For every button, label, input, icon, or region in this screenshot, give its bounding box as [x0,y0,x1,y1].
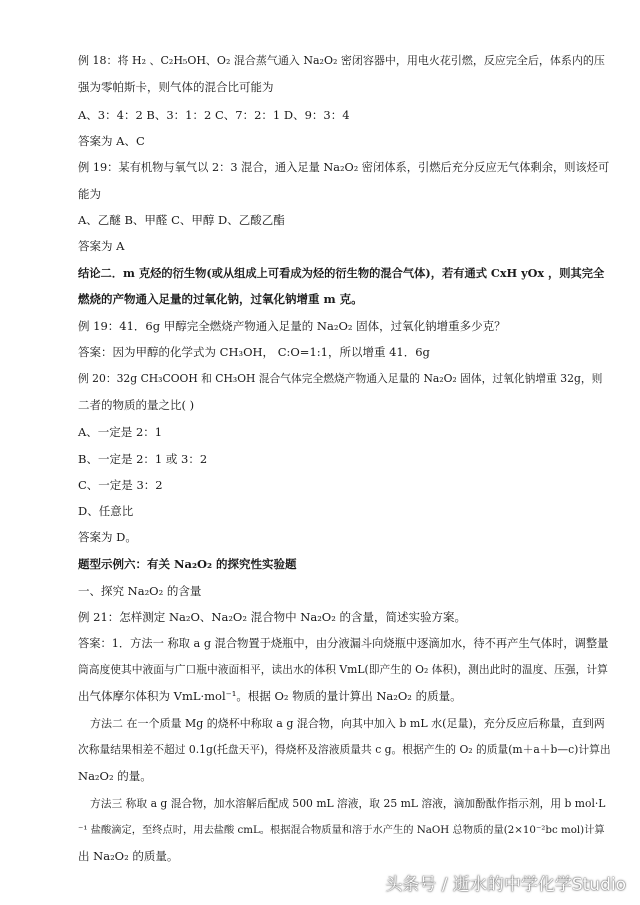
ex21-question: 例 21：怎样测定 Na₂O、Na₂O₂ 混合物中 Na₂O₂ 的含量，简述实验方案。 [78,610,466,624]
ex20-option-b: B、一定是 2：1 或 3：2 [78,452,208,466]
ex20-line-2: 二者的物质的量之比( ) [78,398,195,412]
watermark: 头条号 / 逝水的中学化学Studio [385,875,626,895]
method3-line-1: 方法三 称取 a g 混合物，加水溶解后配成 500 mL 溶液，取 25 mL 溶液，滴加酚酞作指示剂，用 b mol·L [90,797,606,810]
ex18-line-1: 例 18：将 H₂ 、C₂H₅OH、O₂ 混合蒸气通入 Na₂O₂ 密闭容器中，用电火花引燃，反应完全后，体系内的压 [78,54,605,67]
method1-line-1: 答案：1．方法一 称取 a g 混合物置于烧瓶中，由分液漏斗向烧瓶中逐滴加水，待不再产生气体时，调整量 [78,637,609,650]
method1-line-3: 出气体摩尔体积为 VmL·mol⁻¹。根据 O₂ 物质的量计算出 Na₂O₂ 的质量。 [78,689,462,703]
ex20-option-c: C、一定是 3：2 [78,478,163,492]
method3-line-3: 出 Na₂O₂ 的质量。 [78,849,179,863]
ex18-answer: 答案为 A、C [78,134,145,148]
ex19b-answer: 答案：因为甲醇的化学式为 CH₃OH， C:O=1:1，所以增重 41．6g [78,345,430,359]
ex20-option-a: A、一定是 2：1 [78,425,163,439]
ex20-line-1: 例 20：32g CH₃COOH 和 CH₃OH 混合气体完全燃烧产物通入足量的 Na₂O₂ 固体，过氧化钠增重 32g，则 [78,372,603,385]
conclusion-line-2: 燃烧的产物通入足量的过氧化钠，过氧化钠增重 m 克。 [78,292,363,306]
method2-line-3: Na₂O₂ 的量。 [78,769,152,783]
ex19-line-2: 能为 [78,187,101,201]
method3-line-2: ⁻¹ 盐酸滴定，至终点时，用去盐酸 cmL。根据混合物质量和溶于水产生的 NaOH 总物质的量(2×10⁻²bc mol)计算 [78,824,605,836]
ex18-line-2: 强为零帕斯卡，则气体的混合比可能为 [78,80,274,94]
ex19-line-1: 例 19：某有机物与氧气以 2：3 混合，通入足量 Na₂O₂ 密闭体系，引燃后充分反应无气体剩余，则该烃可 [78,161,610,174]
ex20-answer: 答案为 D。 [78,530,137,544]
ex19-options: A、乙醚 B、甲醛 C、甲醇 D、乙酸乙酯 [78,213,285,227]
subsection-heading: 一、探究 Na₂O₂ 的含量 [78,584,202,598]
ex19b-question: 例 19：41．6g 甲醇完全燃烧产物通入足量的 Na₂O₂ 固体，过氧化钠增重多少克？ [78,319,506,333]
ex18-options: A、3：4：2 B、3：1：2 C、7：2：1 D、9：3：4 [78,108,350,122]
ex19-answer: 答案为 A [78,239,125,253]
method1-line-2: 筒高度使其中液面与广口瓶中液面相平，读出水的体积 VmL(即产生的 O₂ 体积)，测出此时的温度、压强，计算 [78,663,608,676]
method2-line-1: 方法二 在一个质量 Mg 的烧杯中称取 a g 混合物，向其中加入 b mL 水(足量)，充分反应后称量，直到两 [90,717,605,730]
conclusion-line-1: 结论二．m 克烃的衍生物(或从组成上可看成为烃的衍生物的混合气体)，若有通式 CxH yOx ，则其完全 [78,266,605,280]
section-heading: 题型示例六：有关 Na₂O₂ 的探究性实验题 [78,557,297,571]
method2-line-2: 次称量结果相差不超过 0.1g(托盘天平)，得烧杯及溶液质量共 c g。根据产生的 O₂ 的质量(m＋a＋b—c)计算出 [78,743,611,756]
ex20-option-d: D、任意比 [78,504,134,518]
